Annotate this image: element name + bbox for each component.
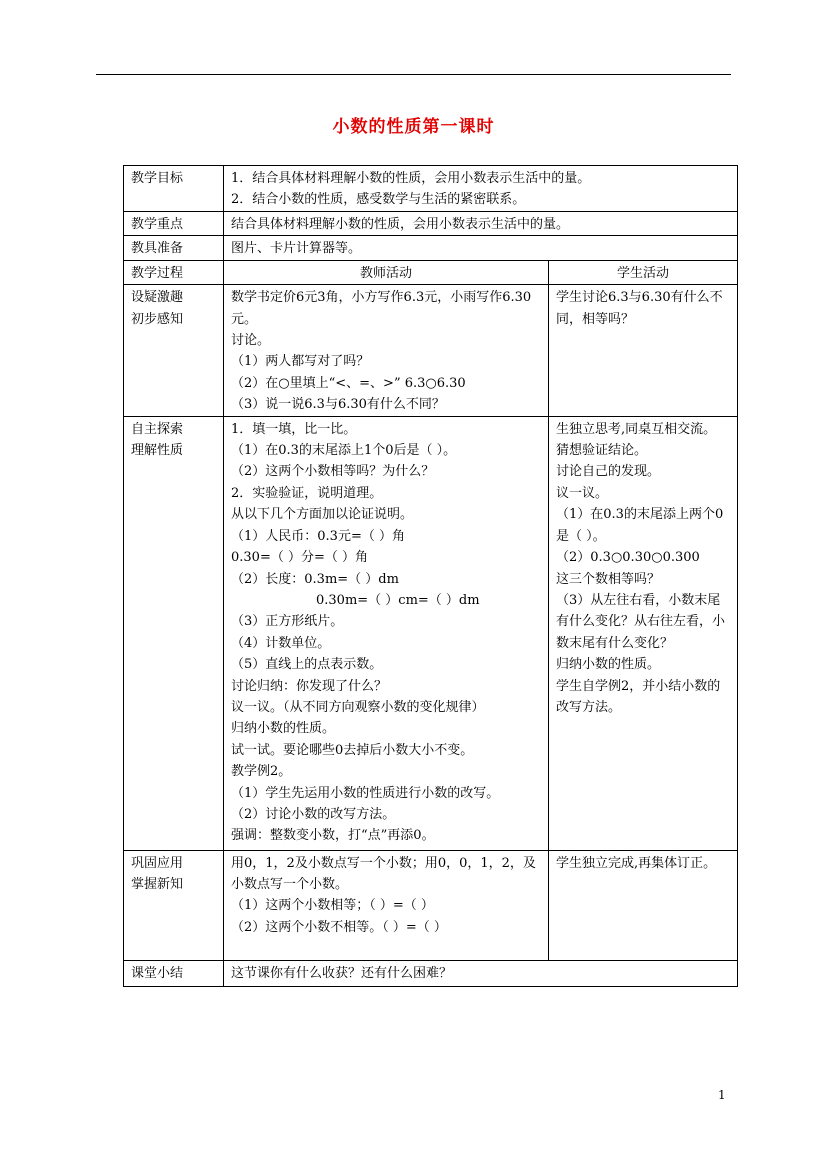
teacher-line: （2）长度：0.3m=（ ）dm [231, 571, 399, 587]
student-line: 学生独立完成,再集体订正。 [556, 855, 717, 871]
header-rule [96, 74, 731, 75]
page-number: 1 [718, 1088, 726, 1102]
stage-cell [124, 285, 224, 416]
teacher-line: （1）在0.3的末尾添上1个0后是（ ）。 [231, 443, 457, 459]
student-line: （1）在0.3的末尾添上两个0是（ ）。 [556, 507, 724, 544]
teacher-activity-cell [224, 416, 549, 850]
teacher-line: 0.30m=（ ）cm=（ ）dm [316, 592, 480, 608]
summary-text: 这节课你有什么收获？还有什么困难？ [231, 965, 453, 981]
summary-label: 课堂小结 [124, 960, 224, 986]
student-line: 生独立思考,同桌互相交流。 [556, 421, 717, 437]
teacher-activity-cell [224, 850, 549, 960]
teacher-line: （1）学生先运用小数的性质进行小数的改写。 [231, 785, 500, 801]
section-row-intro [124, 285, 738, 416]
section-row-explore [124, 416, 738, 850]
page-title: 小数的性质第一课时 [332, 117, 495, 137]
process-label: 教学过程 [124, 260, 224, 284]
stage-label: 自主探索 [131, 421, 184, 437]
objective-line: 2．结合小数的性质，感受数学与生活的紧密联系。 [231, 192, 526, 208]
teacher-column-header: 教师活动 [224, 260, 549, 284]
teacher-line: （2）讨论小数的改写方法。 [231, 806, 396, 822]
student-activity-cell [549, 285, 738, 416]
student-line: 猜想验证结论。 [556, 443, 648, 459]
student-line: 学生讨论6.3与6.30有什么不同，相等吗？ [556, 290, 723, 327]
section-row-practice [124, 850, 738, 960]
process-header-row [124, 260, 738, 284]
student-line: 讨论自己的发现。 [556, 464, 661, 480]
student-activity-cell [549, 850, 738, 960]
teacher-line: （3）正方形纸片。 [231, 614, 344, 630]
student-line: 议一议。 [556, 485, 609, 501]
teacher-line: （4）计数单位。 [231, 635, 331, 651]
teacher-line: 从以下几个方面加以论证说明。 [231, 507, 414, 523]
materials-label: 教具准备 [124, 236, 224, 260]
materials-row [124, 236, 738, 260]
teacher-line: （3）说一说6.3与6.30有什么不同？ [231, 397, 445, 413]
teacher-line: 归纳小数的性质。 [231, 721, 336, 737]
teacher-line: （5）直线上的点表示数。 [231, 657, 383, 673]
stage-label: 巩固应用 [131, 855, 184, 871]
teacher-line: 0.30=（ ）分=（ ）角 [231, 550, 368, 566]
key-points-cell [224, 212, 738, 236]
student-line: （2）0.3○0.30○0.300 [556, 550, 700, 566]
teacher-line: 教学例2。 [231, 764, 292, 780]
lesson-plan-table [123, 165, 738, 987]
stage-cell [124, 416, 224, 850]
teacher-line: （1）人民币：0.3元=（ ）角 [231, 528, 405, 544]
teacher-activity-cell [224, 285, 549, 416]
teacher-line: 试一试。要论哪些0去掉后小数大小不变。 [231, 742, 474, 758]
stage-label: 初步感知 [131, 311, 184, 327]
teacher-line: 讨论。 [231, 333, 271, 349]
objectives-label: 教学目标 [124, 166, 224, 212]
student-line: 学生自学例2，并小结小数的改写方法。 [556, 678, 721, 715]
teacher-line: 议一议。（从不同方向观察小数的变化规律） [231, 699, 485, 715]
student-line: 归纳小数的性质。 [556, 657, 661, 673]
stage-label: 掌握新知 [131, 877, 184, 893]
materials-text: 图片、卡片计算器等。 [231, 241, 362, 257]
teacher-line: 讨论归纳：你发现了什么？ [231, 678, 388, 694]
stage-label: 理解性质 [131, 443, 184, 459]
student-column-header: 学生活动 [549, 260, 738, 284]
objective-line: 1．结合具体材料理解小数的性质，会用小数表示生活中的量。 [231, 171, 591, 186]
teacher-line: 2．实验验证，说明道理。 [231, 485, 383, 501]
key-point-text: 结合具体材料理解小数的性质，会用小数表示生活中的量。 [231, 217, 570, 232]
teacher-line: （2）这两个小数相等吗？为什么？ [231, 464, 435, 480]
key-points-row [124, 212, 738, 236]
teacher-line: 数学书定价6元3角，小方写作6.3元，小雨写作6.30元。 [231, 290, 532, 327]
summary-row [124, 960, 738, 986]
materials-cell [224, 236, 738, 260]
teacher-line: 强调：整数变小数，打“点”再添0。 [231, 828, 435, 844]
teacher-line: （1）两人都写对了吗？ [231, 354, 370, 370]
student-line: 这三个数相等吗？ [556, 571, 661, 587]
summary-cell [224, 960, 738, 986]
stage-label: 设疑激趣 [131, 290, 184, 306]
stage-cell [124, 850, 224, 960]
objectives-cell [224, 166, 738, 212]
objectives-row [124, 166, 738, 212]
teacher-line: 用0，1，2及小数点写一个小数；用0，0，1，2，及小数点写一个小数。 [231, 855, 536, 893]
teacher-line: （2）在○里填上“<、=、>” 6.3○6.30 [231, 375, 466, 391]
key-points-label: 教学重点 [124, 212, 224, 236]
teacher-line: （1）这两个小数相等；（ ）=（ ） [231, 898, 434, 914]
student-activity-cell [549, 416, 738, 850]
student-line: （3）从左往右看，小数末尾有什么变化？从右往左看，小数末尾有什么变化？ [556, 592, 726, 651]
teacher-line: 1．填一填，比一比。 [231, 421, 357, 437]
teacher-line: （2）这两个小数不相等。（ ）=（ ） [231, 919, 447, 935]
